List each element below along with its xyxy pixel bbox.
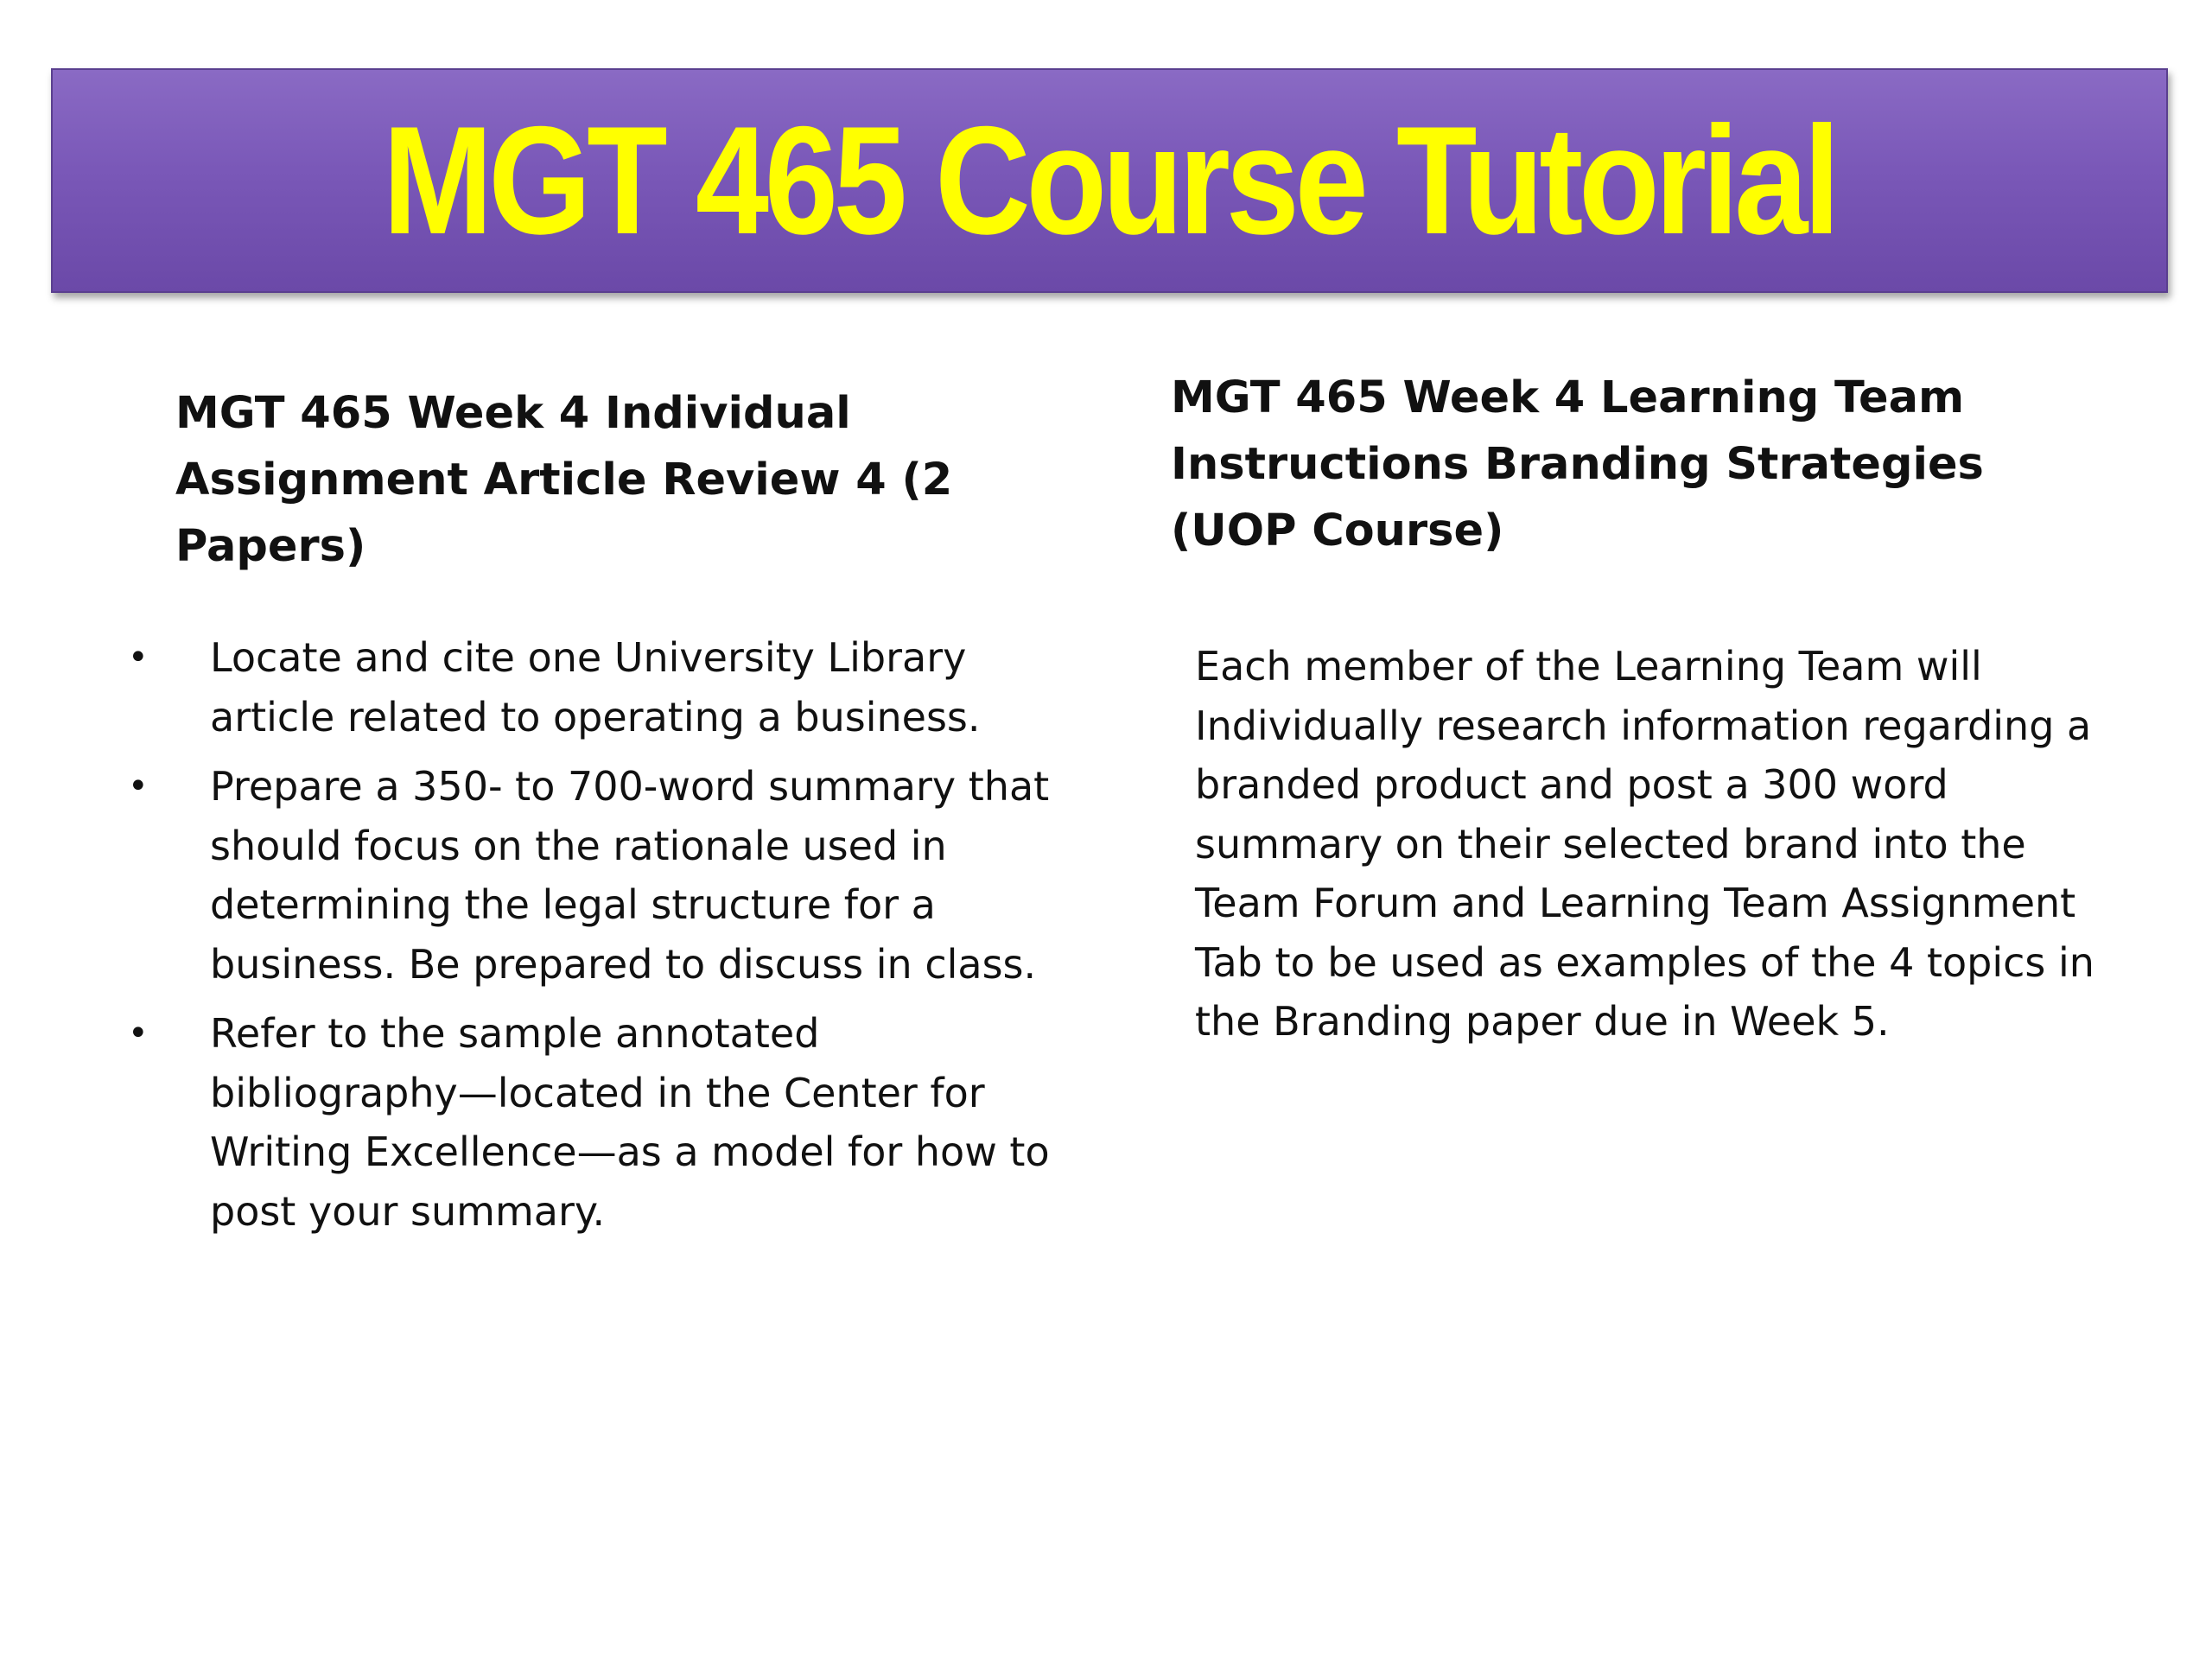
list-item [121,628,1063,747]
bullet-text: Refer to the sample annotated bibliography—located in the Center for Writing Excellence—as a model for how to post your summary. [210,1010,1050,1235]
title-banner [51,68,2168,293]
page-title: MGT 465 Course Tutorial [383,94,1836,266]
bullet-text: Prepare a 350- to 700-word summary that should focus on the rationale used in determining the legal structure for a business. Be prepared to discuss in class. [210,763,1050,988]
right-column [1171,365,2121,1052]
bullet-text: Locate and cite one University Library article related to operating a business. [210,634,981,741]
left-heading: MGT 465 Week 4 Individual Assignment Article Review 4 (2 Papers) [175,388,953,572]
bullet-icon: • [128,1014,149,1053]
bullet-list [121,628,1050,1241]
bullet-icon: • [128,638,149,677]
left-column [121,380,1050,1251]
list-item [121,1004,1063,1241]
bullet-icon: • [128,766,149,806]
list-item [121,757,1063,994]
right-paragraph: Each member of the Learning Team will Individually research information regarding a branded product and post a 300 word summary on their selected brand into the Team Forum and Learning Team Assignment Tab to be used as examples of the 4 topics in the Branding paper due in Week 5. [1195,643,2094,1045]
right-heading: MGT 465 Week 4 Learning Team Instructions Branding Strategies (UOP Course) [1171,372,1984,556]
